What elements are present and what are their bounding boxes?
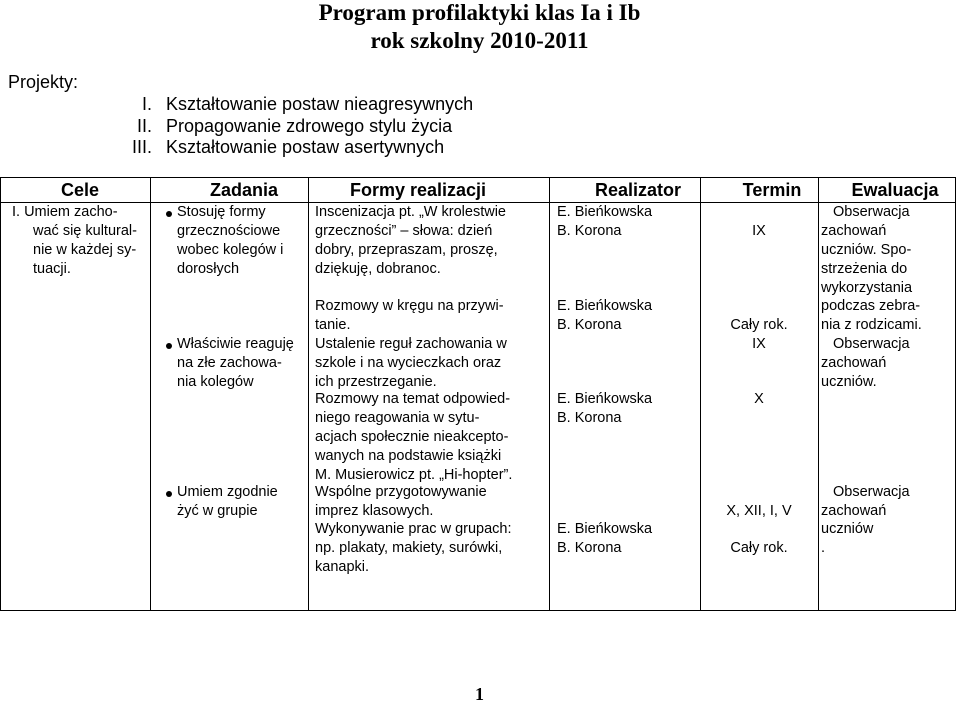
forma-line: Inscenizacja pt. „W krolestwie (315, 204, 506, 220)
forma-line: dziękuję, dobranoc. (315, 261, 441, 277)
termin-value: X (754, 391, 764, 407)
bullet-icon (166, 211, 172, 217)
table-border-right (955, 177, 956, 611)
project-item-3 (112, 137, 444, 158)
zadanie-line: żyć w grupie (177, 503, 258, 519)
realizator-name: B. Korona (557, 410, 622, 426)
header-termin: Termin (742, 180, 802, 200)
title-line-2: rok szkolny 2010-2011 (370, 28, 589, 53)
forma-line: Rozmowy na temat odpowied- (315, 391, 511, 407)
forma-line: niego reagowania w sytu- (315, 410, 480, 426)
cele-line: wać się kultural- (33, 223, 137, 239)
ewaluacja-line: zachowań (821, 503, 887, 519)
forma-line: Wykonywanie prac w grupach: (315, 521, 512, 537)
project-number: I. (141, 94, 152, 114)
termin-value: IX (752, 336, 766, 352)
zadanie-line: grzecznościowe (177, 223, 281, 239)
forma-line: grzeczności” – słowa: dzień (315, 223, 493, 239)
realizator-name: B. Korona (557, 317, 622, 333)
forma-line: Wspólne przygotowywanie (315, 484, 487, 500)
header-ewaluacja: Ewaluacja (851, 180, 939, 200)
project-text: Kształtowanie postaw asertywnych (166, 137, 445, 157)
zadanie-line: Stosuję formy (177, 204, 266, 220)
ewaluacja-line: podczas zebra- (821, 298, 921, 314)
zadanie-line: wobec kolegów i (177, 242, 284, 258)
realizator-name: B. Korona (557, 540, 622, 556)
ewaluacja-line: zachowań (821, 223, 887, 239)
project-item-2 (112, 116, 452, 137)
ewaluacja-line: uczniów. (821, 374, 877, 390)
termin-value: Cały rok. (730, 540, 788, 556)
header-zadania: Zadania (209, 180, 279, 200)
column-divider (308, 177, 309, 611)
bullet-icon (166, 491, 172, 497)
page-number: 1 (475, 684, 484, 704)
project-number: III. (131, 137, 152, 157)
table-border-top (0, 177, 955, 178)
project-item-1 (112, 94, 473, 115)
ewaluacja-line: strzeżenia do (821, 261, 908, 277)
table-border-bottom (0, 610, 955, 611)
forma-line: dobry, przepraszam, proszę, (315, 242, 498, 258)
cele-line: nie w każdej sy- (33, 242, 137, 258)
termin-value: IX (752, 223, 766, 239)
zadanie-line: Umiem zgodnie (177, 484, 278, 500)
bullet-icon (166, 343, 172, 349)
project-number: II. (136, 116, 152, 136)
forma-line: acjach społecznie nieakcepto- (315, 429, 509, 445)
ewaluacja-line: Obserwacja (833, 484, 910, 500)
forma-line: ich przestrzeganie. (315, 374, 437, 390)
column-divider (549, 177, 550, 611)
forma-line: Rozmowy w kręgu na przywi- (315, 298, 504, 314)
ewaluacja-line: uczniów (821, 521, 874, 537)
realizator-name: E. Bieńkowska (557, 204, 653, 220)
forma-line: wanych na podstawie książki (315, 448, 502, 464)
table-border-left (0, 177, 1, 611)
termin-value: Cały rok. (730, 317, 788, 333)
zadanie-line: na złe zachowa- (177, 355, 282, 371)
ewaluacja-line: wykorzystania (821, 280, 913, 296)
cele-line: tuacji. (33, 261, 71, 277)
ewaluacja-line: Obserwacja (833, 336, 910, 352)
forma-line: tanie. (315, 317, 351, 333)
ewaluacja-line: nia z rodzicami. (821, 317, 922, 333)
project-text: Kształtowanie postaw nieagresywnych (166, 94, 474, 114)
ewaluacja-line: Obserwacja (833, 204, 910, 220)
zadanie-line: Właściwie reaguję (177, 336, 294, 352)
zadanie-line: dorosłych (177, 261, 240, 277)
termin-value: X, XII, I, V (726, 503, 792, 519)
zadanie-line: nia kolegów (177, 374, 254, 390)
ewaluacja-line: uczniów. Spo- (821, 242, 912, 258)
cele-line: I. Umiem zacho- (12, 204, 118, 220)
realizator-name: E. Bieńkowska (557, 391, 653, 407)
forma-line: kanapki. (315, 559, 370, 575)
realizator-name: E. Bieńkowska (557, 298, 653, 314)
header-realizator: Realizator (594, 180, 682, 200)
realizator-name: E. Bieńkowska (557, 521, 653, 537)
column-divider (150, 177, 151, 611)
header-formy: Formy realizacji (349, 180, 487, 200)
forma-line: M. Musierowicz pt. „Hi-hopter”. (315, 467, 513, 483)
forma-line: szkole i na wycieczkach oraz (315, 355, 502, 371)
forma-line: Ustalenie reguł zachowania w (315, 336, 507, 352)
header-cele: Cele (60, 180, 100, 200)
forma-line: np. plakaty, makiety, surówki, (315, 540, 503, 556)
projects-label: Projekty: (8, 72, 79, 92)
ewaluacja-line: zachowań (821, 355, 887, 371)
forma-line: imprez klasowych. (315, 503, 434, 519)
column-divider (818, 177, 819, 611)
title-line-1: Program profilaktyki klas Ia i Ib (318, 0, 641, 25)
project-text: Propagowanie zdrowego stylu życia (166, 116, 453, 136)
realizator-name: B. Korona (557, 223, 622, 239)
ewaluacja-line: . (821, 540, 826, 556)
